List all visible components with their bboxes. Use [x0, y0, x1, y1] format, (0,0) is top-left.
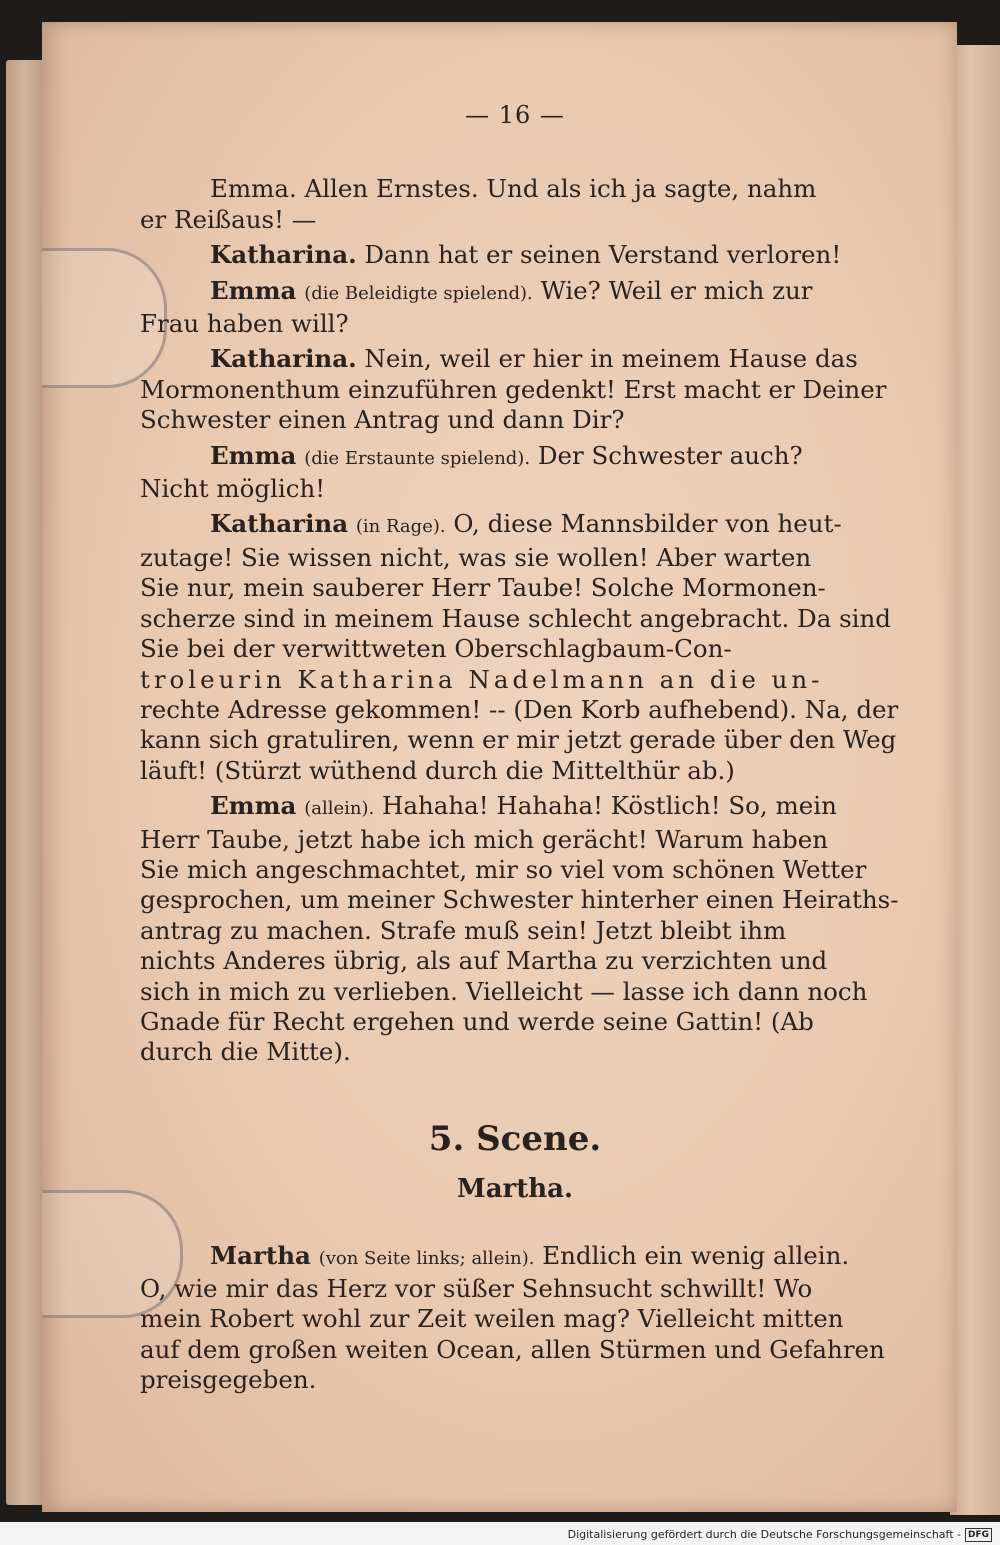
text-line — [140, 509, 890, 542]
text-line: zutage! Sie wissen nicht, was sie wollen! Aber warten — [140, 542, 812, 572]
digitization-footer — [568, 1525, 992, 1545]
book-edge-right — [950, 45, 1000, 1515]
text-line: Emma. Allen Ernstes. Und als ich ja sagte, nahm — [210, 174, 817, 204]
stage-direction: (die Beleidigte spielend). — [304, 282, 533, 304]
speaker-name: Emma — [210, 440, 297, 470]
speaker-name: Martha — [210, 1240, 311, 1270]
paragraph-emma-4 — [140, 791, 899, 1068]
text-line: rechte Adresse gekommen! -- (Den Korb aufhebend). Na, der — [140, 694, 899, 724]
paragraph-katharina-3 — [140, 509, 899, 786]
text-line — [140, 240, 890, 270]
book-spine-left — [6, 60, 46, 1505]
line-text: Hahaha! Hahaha! Köstlich! So, mein — [382, 791, 837, 821]
text-line — [140, 791, 890, 824]
text-line — [140, 1241, 890, 1274]
page-text — [140, 100, 899, 1401]
page-number: — 16 — — [465, 101, 565, 129]
text-line: antrag zu machen. Strafe muß sein! Jetzt bleibt ihm — [140, 915, 787, 945]
text-line: sich in mich zu verlieben. Vielleicht — lasse ich dann noch — [140, 976, 868, 1006]
paragraph-emma-1 — [140, 174, 890, 235]
stage-direction: (von Seite links; allein). — [318, 1247, 535, 1269]
text-line: Frau haben will? — [140, 309, 349, 339]
line-text: Endlich ein wenig allein. — [542, 1240, 850, 1270]
paragraph-katharina-2 — [140, 344, 890, 435]
text-line — [140, 276, 890, 309]
line-text: O, diese Mannsbilder von heut- — [453, 509, 842, 539]
text-line: Nicht möglich! — [140, 474, 326, 504]
text-line: preisgegeben. — [140, 1365, 317, 1395]
text-line: troleurin Katharina Nadelmann an die un- — [140, 664, 824, 694]
paragraph-emma-2 — [140, 276, 890, 340]
stage-direction: (die Erstaunte spielend). — [304, 447, 531, 469]
footer-text: Digitalisierung gefördert durch die Deutsche Forschungsgemeinschaft - — [567, 1528, 961, 1541]
text-line — [140, 344, 890, 374]
speaker-name: Katharina. — [210, 240, 357, 270]
stage-direction: (in Rage). — [355, 516, 446, 538]
text-line: kann sich gratuliren, wenn er mir jetzt gerade über den Weg — [140, 725, 897, 755]
text-line: Sie mich angeschmachtet, mir so viel vom schönen Wetter — [140, 854, 867, 884]
text-line: Herr Taube, jetzt habe ich mich gerächt! Warum haben — [140, 824, 828, 854]
dfg-logo-icon: DFG — [965, 1528, 992, 1542]
text-line: mein Robert wohl zur Zeit weilen mag? Vielleicht mitten — [140, 1304, 844, 1334]
line-text: Der Schwester auch? — [537, 440, 803, 470]
speaker-name: Emma — [210, 791, 297, 821]
text-line: scherze sind in meinem Hause schlecht angebracht. Da sind — [140, 603, 891, 633]
text-line: durch die Mitte). — [140, 1037, 351, 1067]
paragraph-emma-3 — [140, 441, 890, 505]
speaker-name: Emma — [210, 275, 297, 305]
scene-heading: 5. Scene. — [428, 1118, 602, 1159]
paragraph-katharina-1 — [140, 240, 890, 270]
text-line: Sie bei der verwittweten Oberschlagbaum-Con- — [140, 634, 732, 664]
speaker-name: Katharina. — [210, 344, 357, 374]
line-text: Dann hat er seinen Verstand verloren! — [364, 240, 842, 270]
text-line: er Reißaus! — — [140, 204, 317, 234]
text-line: Mormonenthum einzuführen gedenkt! Erst macht er Deiner — [140, 374, 887, 404]
line-text: Nein, weil er hier in meinem Hause das — [364, 344, 858, 374]
line-text: Wie? Weil er mich zur — [540, 275, 813, 305]
text-line: O, wie mir das Herz vor süßer Sehnsucht schwillt! Wo — [140, 1274, 813, 1303]
text-line: läuft! (Stürzt wüthend durch die Mittelthür ab.) — [140, 755, 735, 785]
text-line: Sie nur, mein sauberer Herr Taube! Solche Mormonen- — [140, 573, 826, 603]
scene-character: Martha. — [456, 1174, 574, 1205]
paragraph-martha — [140, 1241, 890, 1396]
stage-direction: (allein). — [304, 798, 375, 820]
text-line: nichts Anderes übrig, als auf Martha zu verzichten und — [140, 946, 828, 976]
speaker-name: Katharina — [210, 509, 349, 539]
text-line: auf dem großen weiten Ocean, allen Stürmen und Gefahren — [140, 1334, 885, 1364]
text-line: gesprochen, um meiner Schwester hinterher einen Heiraths- — [140, 885, 899, 915]
text-line: Gnade für Recht ergehen und werde seine Gattin! (Ab — [140, 1006, 814, 1036]
text-line: Schwester einen Antrag und dann Dir? — [140, 405, 625, 435]
text-line — [140, 441, 890, 474]
